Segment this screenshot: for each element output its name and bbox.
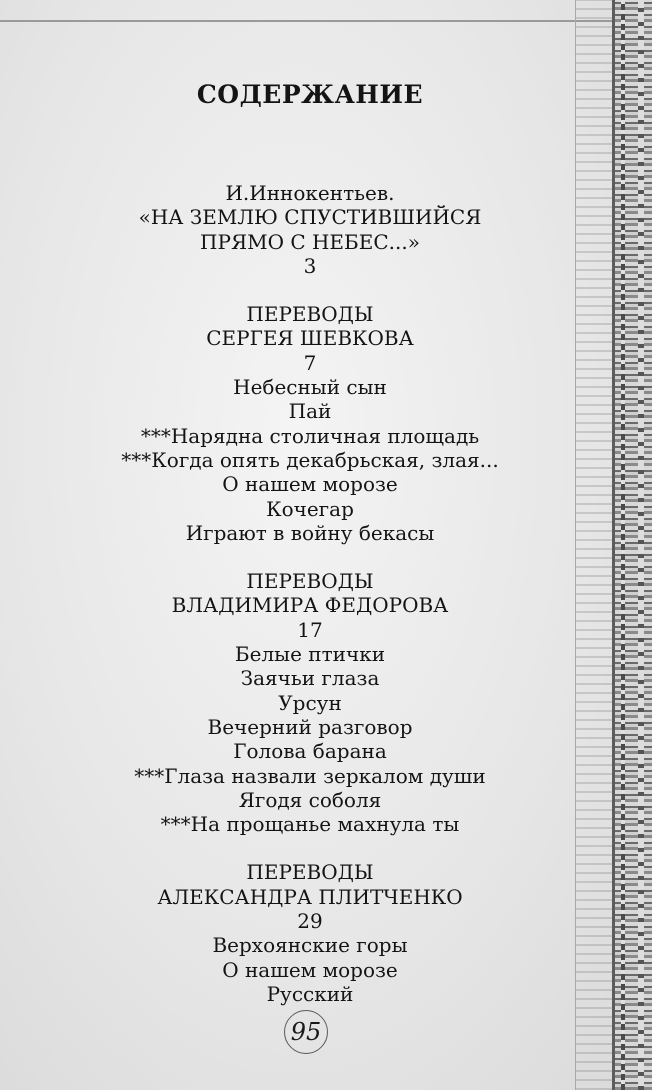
toc-entry: О нашем морозе: [222, 472, 398, 497]
toc-entry: Урсун: [278, 690, 342, 715]
toc-entry: ***Когда опять декабрьская, злая...: [121, 447, 499, 472]
toc-entry: ***На прощанье махнула ты: [160, 812, 460, 837]
toc-entry: Русский: [266, 981, 354, 1006]
section-page: 17: [297, 617, 323, 642]
table-of-contents: [60, 78, 560, 1006]
toc-entry: Верхоянские горы: [212, 933, 408, 958]
toc-entry: Белые птички: [234, 642, 386, 667]
toc-entry: ***Глаза назвали зеркалом души: [134, 763, 486, 788]
toc-entry: Голова барана: [233, 739, 387, 764]
page-number: 95: [284, 1010, 328, 1054]
intro-author: И.Иннокентьев.: [225, 181, 395, 205]
ornamental-inner-band: [575, 0, 612, 1090]
toc-entry: Вечерний разговор: [207, 714, 413, 739]
section-heading-line2: СЕРГЕЯ ШЕВКОВА: [206, 326, 414, 351]
section-heading-line2: ВЛАДИМИРА ФЕДОРОВА: [171, 593, 449, 618]
intro-page: 3: [303, 253, 317, 278]
toc-intro: [60, 181, 560, 278]
toc-section-fedorov: [60, 569, 560, 836]
section-heading-line1: ПЕРЕВОДЫ: [246, 302, 374, 327]
intro-title-line2: ПРЯМО С НЕБЕС...»: [200, 229, 420, 254]
top-rule: [0, 20, 614, 22]
section-page: 7: [303, 350, 317, 375]
toc-entry: Заячьи глаза: [240, 666, 380, 691]
section-heading-line1: ПЕРЕВОДЫ: [246, 860, 374, 885]
toc-entry: О нашем морозе: [222, 957, 398, 982]
section-heading-line2: АЛЕКСАНДРА ПЛИТЧЕНКО: [157, 884, 463, 909]
toc-title: СОДЕРЖАНИЕ: [196, 80, 424, 109]
section-page: 29: [297, 909, 323, 934]
ornamental-border: [612, 0, 652, 1090]
intro-title-line1: «НА ЗЕМЛЮ СПУСТИВШИЙСЯ: [138, 205, 482, 230]
toc-entry: Играют в войну бекасы: [185, 520, 435, 545]
toc-entry: ***Нарядна столичная площадь: [140, 423, 480, 448]
toc-entry: Пай: [288, 399, 332, 424]
toc-section-shevkov: [60, 302, 560, 545]
toc-section-plitchenko: [60, 860, 560, 1006]
toc-entry: Ягодя соболя: [238, 787, 382, 812]
toc-entry: Небесный сын: [233, 375, 387, 400]
toc-entry: Кочегар: [266, 496, 354, 521]
section-heading-line1: ПЕРЕВОДЫ: [246, 569, 374, 594]
